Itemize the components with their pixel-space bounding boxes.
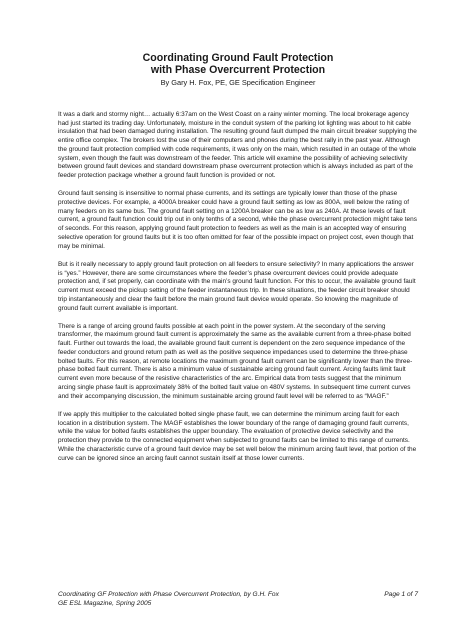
paragraph-5: If we apply this multiplier to the calculated bolted single phase fault, we can determine the minimum arcing fault for each location in a distribution system. The MAGF establishes the lower boundary of the range of damaging ground fault currents, while the value for bolted faults establishes the upper boundary. The evaluation of protective device selectivity and the protection they provide to the connected equipment when subjected to ground faults can be limited to this range of currents. While the characteristic curve of a ground fault device may be set well below the minimum arcing fault level, that portion of the curve can be ignored since an arcing fault cannot sustain itself at those lower currents. bbox=[58, 410, 417, 462]
document-title bbox=[58, 52, 418, 77]
paragraph-2: Ground fault sensing is insensitive to normal phase currents, and its settings are typically lower than those of the phase protective devices. For example, a 4000A breaker could have a ground fault setting as low as 800A, well below the rating of many feeders on its same bus. The ground fault setting on a 1200A breaker can be as low as 240A. At these levels of fault current, a ground fault function could trip out in only tenths of a second, while the phase overcurrent protection might take tens of seconds. For this reason, applying ground fault protection to feeders as well as the main is an accepted way of ensuring selective operation for ground faults but it is too often omitted for fear of the possible impact on project cost, even though that may be minimal. bbox=[58, 190, 417, 250]
paragraph-4: There is a range of arcing ground faults possible at each point in the power system. At the secondary of the serving transformer, the maximum ground fault current is approximately the same as the available current from a three-phase bolted fault. Further out towards the load, the available ground fault current is dependent on the zero sequence impedance of the feeder conductors and ground return path as well as the positive sequence impedances used to determine the three-phase bolted faults. For this reason, at remote locations the maximum ground fault current can be significantly lower than the three-phase bolted fault current. There is also a minimum value of sustainable arcing ground fault current. Arcing faults limit fault current even more because of the resistive characteristics of the arc. Empirical data from tests suggest that the minimum arcing single phase fault is approximately 38% of the bolted fault value on 480V systems. In subsequent time current curves and their accompanying discussion, the minimum sustainable arcing ground fault level will be referred to as “MAGF.” bbox=[58, 322, 413, 400]
paragraph-3: But is it really necessary to apply ground fault protection on all feeders to ensure selectivity? In many applications the answer is “yes.” However, there are some circumstances where the feeder’s phase overcurrent devices could provide adequate protection and, if set properly, can coordinate with the main’s ground fault function. For this to occur, the available ground fault current must exceed the pickup setting of the feeder instantaneous trip. In these situations, the feeder circuit breaker should trip instantaneously and clear the fault before the main ground fault device would operate. So knowing the magnitude of ground fault current available is important. bbox=[58, 260, 416, 312]
footer-publication: GE ESL Magazine, Spring 2005 bbox=[58, 600, 152, 607]
page-number: Page 1 of 7 bbox=[384, 591, 418, 598]
title-line-2: with Phase Overcurrent Protection bbox=[150, 64, 326, 77]
footer-citation: Coordinating GF Protection with Phase Overcurrent Protection, by G.H. Fox bbox=[58, 591, 279, 598]
author-byline: By Gary H. Fox, PE, GE Specification Engineer bbox=[160, 77, 316, 87]
paragraph-1: It was a dark and stormy night… actually 6:37am on the West Coast on a rainy winter morning. The local brokerage agency had just started its trading day. Unfortunately, moisture in the conduit system of the parking lot lighting was about to hit cable insulation that had been damaged during installation. The resulting ground fault dumped the main circuit breaker supplying the entire office complex. The brokers lost the use of their computers and phones during the best rally in the past year. Although the ground fault protection complied with code requirements, it was only on the main, which resulted in an outage of the whole system, even though the fault was downstream of the feeder. This article will examine the possibility of achieving selectivity between ground fault devices and standard downstream phase overcurrent protection which is always included as part of the feeder protection package whether a ground fault function is provided or not. bbox=[58, 110, 417, 180]
page-footer bbox=[58, 590, 418, 608]
title-line-1: Coordinating Ground Fault Protection bbox=[142, 52, 334, 64]
